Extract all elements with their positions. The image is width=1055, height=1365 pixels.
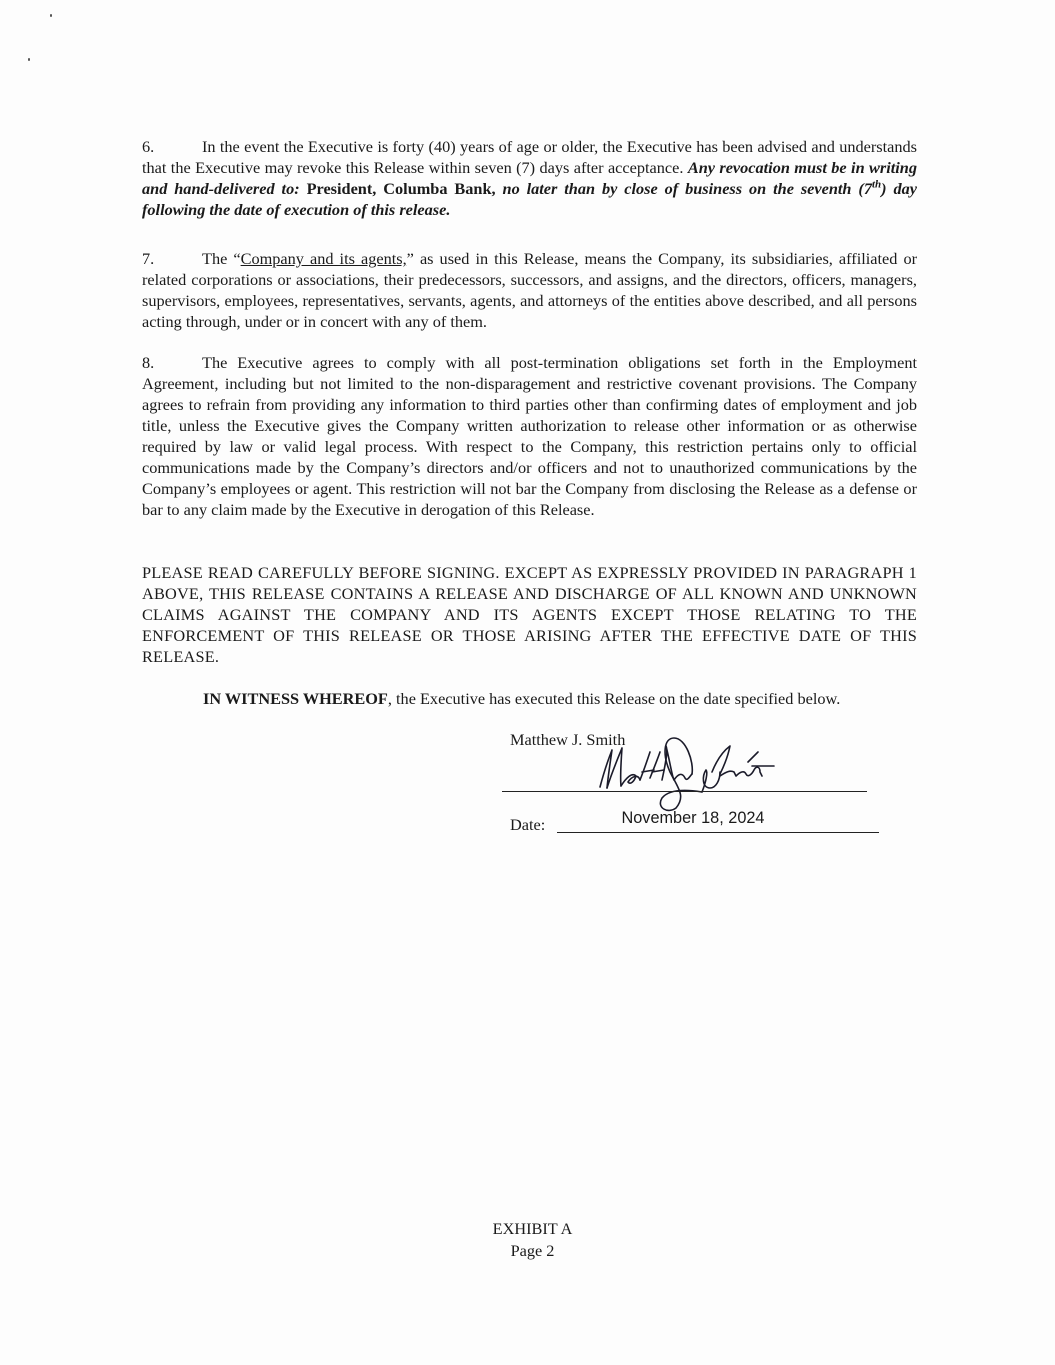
paragraph-7-defined-term: Company and its agents, bbox=[240, 249, 407, 268]
date-label: Date: bbox=[510, 815, 546, 834]
paragraph-6-number: 6. bbox=[142, 137, 155, 156]
paragraph-6-recipient: President, Columba Bank, bbox=[306, 179, 496, 198]
witness-lead: IN WITNESS WHEREOF bbox=[203, 689, 388, 708]
release-notice: PLEASE READ CAREFULLY BEFORE SIGNING. EXCEPT AS EXPRESSLY PROVIDED IN PARAGRAPH 1 ABOVE, THIS RELEASE CONTAINS A RELEASE AND DISCHARGE OF ALL KNOWN AND UNKNOWN CLAIMS AGAINST THE COMPANY AND ITS AGENTS EXCEPT THOSE RELATING TO THE ENFORCEMENT OF THIS RELEASE OR THOSE ARISING AFTER THE EFFECTIVE DATE OF THIS RELEASE. bbox=[142, 563, 917, 666]
paragraph-7-number: 7. bbox=[142, 249, 155, 268]
signatory-name: Matthew J. Smith bbox=[510, 730, 626, 749]
scan-speck bbox=[28, 58, 30, 61]
paragraph-6-deadline-end: ) day following the date of execution of this release. bbox=[142, 179, 917, 219]
paragraph-6-deadline-italic: no later than by close of business on the seventh (7 bbox=[502, 179, 872, 198]
paragraph-6-superscript: th bbox=[871, 178, 882, 191]
paragraph-8-number: 8. bbox=[142, 353, 155, 372]
handwritten-signature bbox=[590, 732, 780, 812]
paragraph-6-revocation-italic: Any revocation must be in writing and hand-delivered to: bbox=[142, 158, 917, 198]
paragraph-8-text: The Executive agrees to comply with all post-termination obligations set forth in the Employment Agreement, including but not limited to the non-disparagement and restrictive covenant provisions. The Company agrees to refrain from providing any information to third parties other than confirming dates of employment and job title, unless the Executive gives the Company written authorization to release other information or as otherwise required by law or valid legal process. With respect to the Company, this restriction pertains only to official communications made by the Company’s directors and/or officers and not to unauthorized communications by the Company’s employees or agent. This restriction will not bar the Company from disclosing the Release as a defense or bar to any claim made by the Executive in derogation of this Release. bbox=[142, 353, 917, 519]
paragraph-6-text: In the event the Executive is forty (40) years of age or older, the Executive has been advised and understands that the Executive may revoke this Release within seven (7) days after acceptance. bbox=[142, 137, 917, 177]
paragraph-7-text-pre: The “ bbox=[202, 249, 241, 268]
witness-clause bbox=[203, 688, 917, 709]
exhibit-label: EXHIBIT A bbox=[492, 1219, 573, 1238]
date-value: November 18, 2024 bbox=[621, 809, 765, 827]
paragraph-7 bbox=[142, 248, 917, 332]
signature-line bbox=[502, 791, 867, 792]
scan-speck bbox=[50, 14, 52, 17]
paragraph-8 bbox=[142, 352, 917, 520]
page-number: Page 2 bbox=[510, 1241, 555, 1260]
paragraph-7-text-post: ” as used in this Release, means the Company, its subsidiaries, affiliated or related corporations or associations, their predecessors, successors, and assigns, and the directors, officers, managers, supervisors, employees, representatives, servants, agents, and attorneys of the entities above described, and all persons acting through, under or in concert with any of them. bbox=[142, 249, 918, 331]
witness-text: , the Executive has executed this Release on the date specified below. bbox=[387, 689, 841, 708]
paragraph-6 bbox=[142, 136, 917, 220]
date-line bbox=[557, 832, 879, 833]
